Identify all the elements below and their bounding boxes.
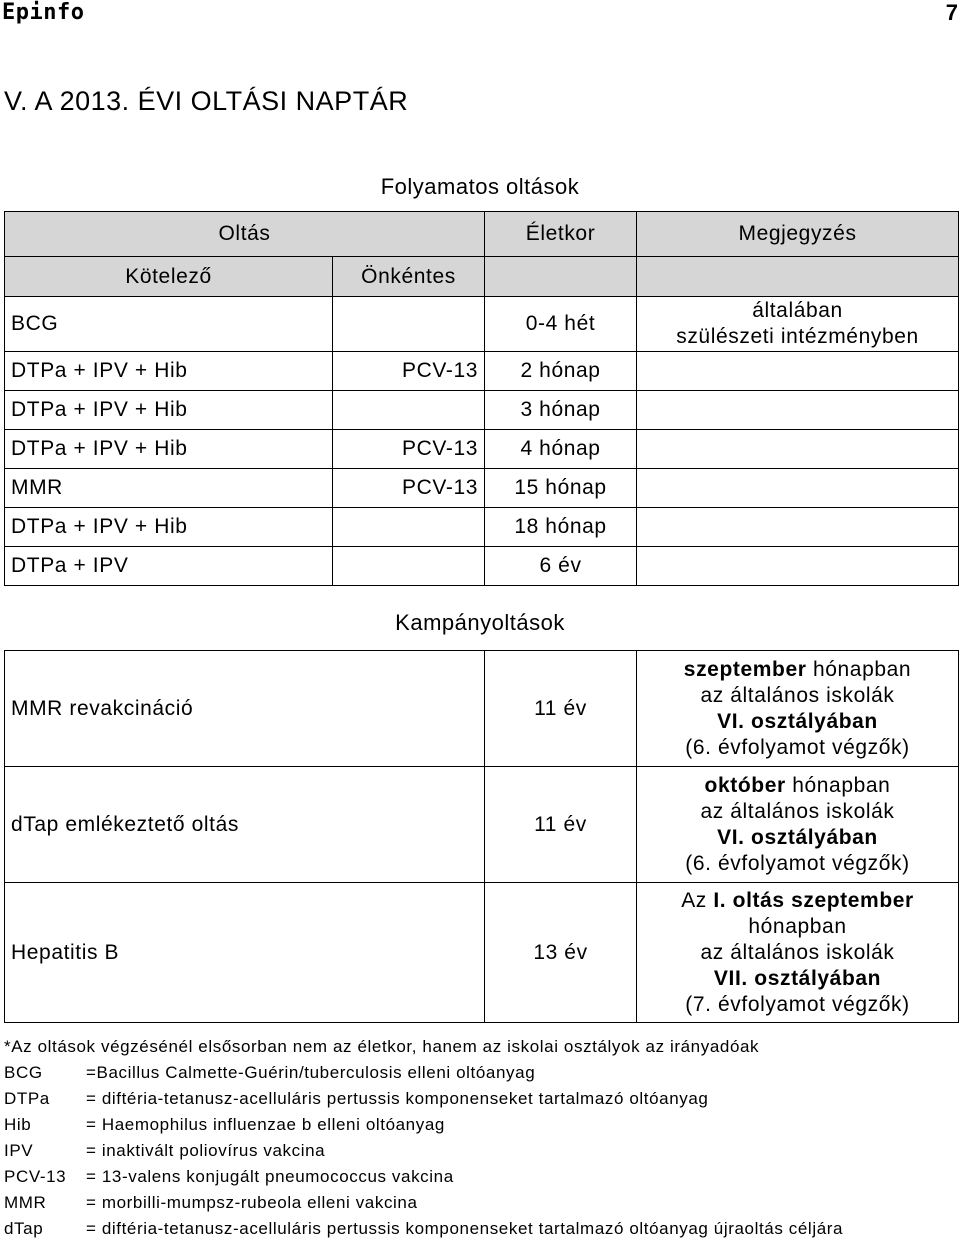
abbreviation-value: = Haemophilus influenzae b elleni oltóanyag bbox=[86, 1115, 445, 1134]
table-row bbox=[5, 508, 959, 547]
remark-class: VI. osztályában bbox=[717, 709, 878, 733]
remark-dose: I. oltás szeptember bbox=[713, 888, 914, 912]
remark-cell bbox=[637, 469, 959, 508]
remark-month: szeptember bbox=[683, 657, 807, 681]
table-row bbox=[5, 651, 959, 767]
remark-cell bbox=[637, 430, 959, 469]
remark-month-suffix: hónapban bbox=[785, 773, 891, 797]
abbreviation-item bbox=[4, 1164, 843, 1190]
abbreviation-key: Hib bbox=[4, 1115, 32, 1134]
age-cell: 4 hónap bbox=[485, 430, 637, 469]
optional-cell: PCV-13 bbox=[333, 469, 485, 508]
page-title: V. A 2013. ÉVI OLTÁSI NAPTÁR bbox=[4, 86, 409, 116]
mandatory-cell: MMR bbox=[5, 469, 333, 508]
remark-line: általában bbox=[752, 299, 843, 322]
remark-line: hónapban bbox=[748, 914, 847, 938]
mandatory-cell: DTPa + IPV + Hib bbox=[5, 391, 333, 430]
table-row bbox=[5, 469, 959, 508]
abbreviation-item bbox=[4, 1060, 843, 1086]
remark-cell bbox=[637, 352, 959, 391]
mandatory-cell: BCG bbox=[5, 297, 333, 352]
page-number: 7 bbox=[945, 0, 958, 25]
remark-line bbox=[643, 825, 952, 851]
mandatory-cell: DTPa + IPV bbox=[5, 547, 333, 586]
table-header-row bbox=[5, 212, 959, 257]
table-row bbox=[5, 547, 959, 586]
remark-line bbox=[643, 709, 952, 735]
campaign-vaccine-cell: Hepatitis B bbox=[5, 883, 485, 1023]
abbreviation-value: = inaktivált poliovírus vakcina bbox=[86, 1141, 326, 1160]
remark-month-suffix: hónapban bbox=[806, 657, 912, 681]
remark-line: az általános iskolák bbox=[700, 940, 895, 964]
header-age-empty bbox=[485, 257, 637, 297]
optional-cell bbox=[333, 297, 485, 352]
remark-line bbox=[643, 773, 952, 799]
remark-cell bbox=[637, 508, 959, 547]
remark-line: az általános iskolák bbox=[700, 799, 895, 823]
table-row bbox=[5, 767, 959, 883]
remark-line: (6. évfolyamot végzők) bbox=[685, 851, 910, 875]
campaign-age-cell: 11 év bbox=[485, 651, 637, 767]
abbreviation-item bbox=[4, 1112, 843, 1138]
header-optional: Önkéntes bbox=[333, 257, 485, 297]
footnotes bbox=[4, 1034, 843, 1242]
abbreviation-item bbox=[4, 1086, 843, 1112]
header-vaccination: Oltás bbox=[5, 212, 485, 257]
remark-line: (6. évfolyamot végzők) bbox=[685, 735, 910, 759]
abbreviation-item bbox=[4, 1138, 843, 1164]
abbreviation-key: MMR bbox=[4, 1193, 47, 1212]
remark-line bbox=[643, 966, 952, 992]
abbreviation-value: =Bacillus Calmette-Guérin/tuberculosis elleni oltóanyag bbox=[86, 1063, 536, 1082]
age-cell: 15 hónap bbox=[485, 469, 637, 508]
campaign-remark-cell bbox=[637, 883, 959, 1023]
campaign-caption: Kampányoltások bbox=[395, 610, 565, 635]
header-remark-empty bbox=[637, 257, 959, 297]
remark-month: október bbox=[704, 773, 786, 797]
mandatory-cell: DTPa + IPV + Hib bbox=[5, 508, 333, 547]
table-subheader-row bbox=[5, 257, 959, 297]
campaign-vaccine-cell: MMR revakcináció bbox=[5, 651, 485, 767]
remark-line: (7. évfolyamot végzők) bbox=[685, 992, 910, 1016]
remark-line: az általános iskolák bbox=[700, 683, 895, 707]
header-remark: Megjegyzés bbox=[637, 212, 959, 257]
remark-prefix: Az bbox=[681, 888, 714, 912]
continuous-caption: Folyamatos oltások bbox=[380, 174, 580, 199]
abbreviation-value: = 13-valens konjugált pneumococcus vakcina bbox=[86, 1167, 454, 1186]
campaign-remark-cell bbox=[637, 651, 959, 767]
mandatory-cell: DTPa + IPV + Hib bbox=[5, 352, 333, 391]
optional-cell bbox=[333, 547, 485, 586]
abbreviation-key: BCG bbox=[4, 1063, 43, 1082]
abbreviation-key: DTPa bbox=[4, 1089, 50, 1108]
age-cell: 0-4 hét bbox=[485, 297, 637, 352]
campaign-remark-cell bbox=[637, 767, 959, 883]
brand-logo: Epinfo bbox=[2, 0, 85, 25]
footnote-text: *Az oltások végzésénél elsősorban nem az életkor, hanem az iskolai osztályok az irányadóak bbox=[4, 1037, 760, 1056]
abbreviation-item bbox=[4, 1190, 843, 1216]
table-row bbox=[5, 430, 959, 469]
remark-line bbox=[643, 888, 952, 914]
table-row bbox=[5, 883, 959, 1023]
mandatory-cell: DTPa + IPV + Hib bbox=[5, 430, 333, 469]
abbreviation-item bbox=[4, 1216, 843, 1242]
campaign-vaccine-cell: dTap emlékeztető oltás bbox=[5, 767, 485, 883]
optional-cell: PCV-13 bbox=[333, 430, 485, 469]
remark-class: VII. osztályában bbox=[713, 966, 882, 990]
page-header bbox=[0, 0, 960, 30]
campaign-vaccination-table bbox=[4, 650, 959, 1023]
table-row bbox=[5, 352, 959, 391]
age-cell: 3 hónap bbox=[485, 391, 637, 430]
abbreviation-key: dTap bbox=[4, 1219, 44, 1238]
table-row bbox=[5, 391, 959, 430]
optional-cell bbox=[333, 508, 485, 547]
remark-line: szülészeti intézményben bbox=[676, 325, 919, 348]
remark-cell bbox=[637, 391, 959, 430]
abbreviation-value: = diftéria-tetanusz-acelluláris pertussis komponenseket tartalmazó oltóanyag újraoltás céljára bbox=[86, 1219, 844, 1238]
remark-cell bbox=[637, 547, 959, 586]
continuous-vaccination-table bbox=[4, 211, 959, 586]
header-mandatory: Kötelező bbox=[5, 257, 333, 297]
age-cell: 6 év bbox=[485, 547, 637, 586]
header-age: Életkor bbox=[485, 212, 637, 257]
bcg-remark-cell bbox=[637, 297, 959, 352]
abbreviation-key: IPV bbox=[4, 1141, 34, 1160]
optional-cell: PCV-13 bbox=[333, 352, 485, 391]
age-cell: 18 hónap bbox=[485, 508, 637, 547]
remark-class: VI. osztályában bbox=[717, 825, 878, 849]
optional-cell bbox=[333, 391, 485, 430]
abbreviation-value: = diftéria-tetanusz-acelluláris pertussis komponenseket tartalmazó oltóanyag bbox=[86, 1089, 709, 1108]
remark-line bbox=[643, 657, 952, 683]
campaign-age-cell: 11 év bbox=[485, 767, 637, 883]
abbreviation-key: PCV-13 bbox=[4, 1167, 67, 1186]
table-row bbox=[5, 297, 959, 352]
campaign-age-cell: 13 év bbox=[485, 883, 637, 1023]
age-cell: 2 hónap bbox=[485, 352, 637, 391]
abbreviation-value: = morbilli-mumpsz-rubeola elleni vakcina bbox=[86, 1193, 418, 1212]
